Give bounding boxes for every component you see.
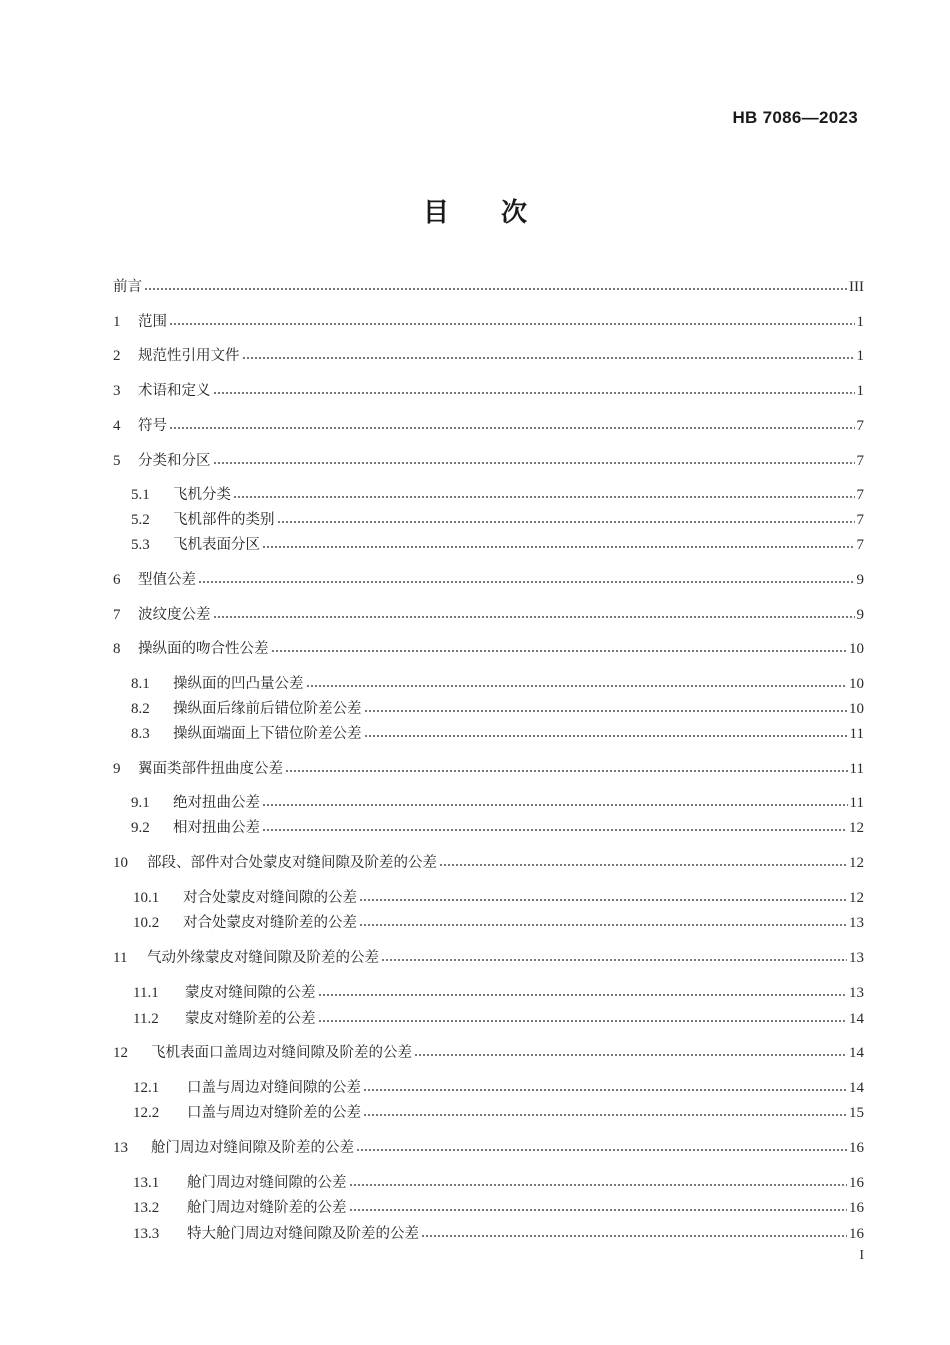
toc-entry[interactable] <box>113 277 864 297</box>
toc-entry-page: 14 <box>849 1080 864 1096</box>
toc-entry[interactable] <box>113 570 864 590</box>
toc-entry-number: 6 <box>113 572 121 588</box>
toc-entry-page: 16 <box>849 1140 864 1156</box>
dot-leader <box>421 1235 847 1237</box>
toc-entry-page: 12 <box>849 890 864 906</box>
toc-entry-number: 10.2 <box>133 915 160 931</box>
toc-entry[interactable] <box>113 416 864 436</box>
dot-leader <box>169 427 855 429</box>
dot-leader <box>213 616 855 618</box>
toc-subentry[interactable] <box>133 1224 864 1244</box>
toc-subentry[interactable] <box>133 1009 864 1029</box>
toc-entry-page: 1 <box>856 314 864 330</box>
toc-entry-label: 操纵面的凹凸量公差 <box>173 676 304 692</box>
toc-entry-label: 特大舱门周边对缝间隙及阶差的公差 <box>187 1226 419 1242</box>
dot-leader <box>262 829 847 831</box>
dot-leader <box>213 392 855 394</box>
toc-entry-label: 部段、部件对合处蒙皮对缝间隙及阶差的公差 <box>147 855 437 871</box>
toc-entry-page: 7 <box>856 487 864 503</box>
toc-entry-number: 2 <box>113 348 121 364</box>
toc-entry-number: 13.2 <box>133 1200 160 1216</box>
toc-entry-number: 12 <box>113 1045 128 1061</box>
dot-leader <box>363 1114 847 1116</box>
toc-entry-page: 13 <box>849 915 864 931</box>
toc-entry[interactable] <box>113 605 864 625</box>
toc-subentry[interactable] <box>133 1078 864 1098</box>
toc-entry[interactable] <box>113 853 864 873</box>
toc-entry[interactable] <box>113 639 864 659</box>
toc-subentry[interactable] <box>133 888 864 908</box>
toc-entry-number: 4 <box>113 418 121 434</box>
toc-entry-label: 相对扭曲公差 <box>173 820 260 836</box>
toc-entry-label: 操纵面端面上下错位阶差公差 <box>173 726 362 742</box>
toc-entry-number: 8 <box>113 641 121 657</box>
toc-subentry[interactable] <box>131 485 864 505</box>
toc-entry-page: 14 <box>849 1045 864 1061</box>
toc-entry-number: 13 <box>113 1140 128 1156</box>
toc-entry-page: 1 <box>856 348 864 364</box>
dot-leader <box>318 1020 848 1022</box>
toc-subentry[interactable] <box>133 1103 864 1123</box>
toc-entry-label: 口盖与周边对缝间隙的公差 <box>187 1080 361 1096</box>
toc-entry-number: 10 <box>113 855 128 871</box>
page-title: 目次 <box>422 198 579 228</box>
toc-entry[interactable] <box>113 759 864 779</box>
toc-entry-number: 5.1 <box>131 487 150 503</box>
dot-leader <box>144 288 847 290</box>
toc-entry-number: 13.1 <box>133 1175 160 1191</box>
toc-entry-number: 8.2 <box>131 701 150 717</box>
toc-entry-page: 7 <box>856 512 864 528</box>
toc-entry-number: 13.3 <box>133 1226 160 1242</box>
toc-entry-label: 翼面类部件扭曲度公差 <box>138 761 283 777</box>
dot-leader <box>359 899 847 901</box>
dot-leader <box>349 1209 848 1211</box>
toc-entry-label: 操纵面的吻合性公差 <box>138 641 269 657</box>
toc-entry-label: 口盖与周边对缝阶差的公差 <box>187 1105 361 1121</box>
toc-entry-number: 1 <box>113 314 121 330</box>
dot-leader <box>262 546 855 548</box>
toc-entry-number: 9.1 <box>131 795 150 811</box>
toc-entry-label: 符号 <box>138 418 167 434</box>
toc-entry-number: 8.3 <box>131 726 150 742</box>
toc-entry-page: 12 <box>849 820 864 836</box>
toc-entry-label: 舱门周边对缝间隙及阶差的公差 <box>151 1140 354 1156</box>
toc-entry-label: 蒙皮对缝阶差的公差 <box>185 1011 316 1027</box>
toc-entry-number: 5.3 <box>131 537 150 553</box>
dot-leader <box>381 959 847 961</box>
toc-subentry[interactable] <box>133 913 864 933</box>
toc-subentry[interactable] <box>131 724 864 744</box>
toc-entry-label: 飞机表面分区 <box>173 537 260 553</box>
toc-entry-number: 12.2 <box>133 1105 160 1121</box>
dot-leader <box>359 924 847 926</box>
toc-entry-number: 11.1 <box>133 985 159 1001</box>
toc-entry-number: 11.2 <box>133 1011 159 1027</box>
toc-entry-label: 操纵面后缘前后错位阶差公差 <box>173 701 362 717</box>
toc-entry-page: 7 <box>856 418 864 434</box>
dot-leader <box>242 357 855 359</box>
toc-entry-label: 分类和分区 <box>138 453 211 469</box>
toc-subentry[interactable] <box>131 510 864 530</box>
toc-entry-number: 9 <box>113 761 121 777</box>
toc-entry-page: 7 <box>856 537 864 553</box>
toc-entry-page: 10 <box>849 701 864 717</box>
toc-subentry[interactable] <box>131 818 864 838</box>
toc-entry-page: 16 <box>849 1175 864 1191</box>
toc-entry-number: 3 <box>113 383 121 399</box>
toc-entry-page: 15 <box>849 1105 864 1121</box>
toc-entry-page: 13 <box>849 950 864 966</box>
toc-entry-number: 5.2 <box>131 512 150 528</box>
toc-subentry[interactable] <box>131 699 864 719</box>
dot-leader <box>364 735 848 737</box>
toc-entry[interactable] <box>113 1138 864 1158</box>
dot-leader <box>439 864 847 866</box>
toc-entry-page: 16 <box>849 1226 864 1242</box>
toc-entry-number: 7 <box>113 607 121 623</box>
dot-leader <box>364 710 848 712</box>
toc-entry[interactable] <box>113 346 864 366</box>
dot-leader <box>318 994 848 996</box>
dot-leader <box>349 1184 848 1186</box>
toc-entry[interactable] <box>113 948 864 968</box>
toc-entry-label: 范围 <box>138 314 167 330</box>
toc-entry-page: 9 <box>856 607 864 623</box>
toc-subentry[interactable] <box>131 793 864 813</box>
toc-entry-label: 舱门周边对缝阶差的公差 <box>187 1200 347 1216</box>
toc-subentry[interactable] <box>131 535 864 555</box>
toc-entry-number: 10.1 <box>133 890 160 906</box>
toc-entry-page: 11 <box>849 795 864 811</box>
toc-entry[interactable] <box>113 451 864 471</box>
toc-entry-page: 11 <box>849 726 864 742</box>
toc-entry-page: 9 <box>856 572 864 588</box>
dot-leader <box>285 770 848 772</box>
toc-entry-label: 气动外缘蒙皮对缝间隙及阶差的公差 <box>147 950 379 966</box>
toc-entry-label: 规范性引用文件 <box>138 348 240 364</box>
toc-entry-number: 8.1 <box>131 676 150 692</box>
toc-subentry[interactable] <box>131 674 864 694</box>
dot-leader <box>213 462 855 464</box>
toc-subentry[interactable] <box>133 983 864 1003</box>
page-number: I <box>859 1248 864 1263</box>
dot-leader <box>233 496 855 498</box>
dot-leader <box>414 1054 847 1056</box>
document-number: HB 7086—2023 <box>732 108 858 127</box>
toc-entry[interactable] <box>113 1043 864 1063</box>
toc-entry-number: 9.2 <box>131 820 150 836</box>
toc-entry-number: 5 <box>113 453 121 469</box>
toc-entry-number: 12.1 <box>133 1080 160 1096</box>
toc-entry-page: 12 <box>849 855 864 871</box>
toc-entry-label: 型值公差 <box>138 572 196 588</box>
toc-subentry[interactable] <box>133 1198 864 1218</box>
toc-entry-label: 对合处蒙皮对缝间隙的公差 <box>183 890 357 906</box>
toc-entry-label: 术语和定义 <box>138 383 211 399</box>
dot-leader <box>356 1149 847 1151</box>
toc-entry-label: 蒙皮对缝间隙的公差 <box>185 985 316 1001</box>
dot-leader <box>277 521 855 523</box>
toc-entry-label: 前言 <box>113 279 142 295</box>
dot-leader <box>198 581 855 583</box>
toc-entry-label: 波纹度公差 <box>138 607 211 623</box>
toc-entry-page: 16 <box>849 1200 864 1216</box>
toc-entry-page: 10 <box>849 641 864 657</box>
toc-subentry[interactable] <box>133 1173 864 1193</box>
toc-entry-page: 14 <box>849 1011 864 1027</box>
toc-entry-label: 绝对扭曲公差 <box>173 795 260 811</box>
toc-entry-page: 7 <box>856 453 864 469</box>
dot-leader <box>363 1089 847 1091</box>
toc-entry[interactable] <box>113 312 864 332</box>
toc-entry-label: 飞机分类 <box>173 487 231 503</box>
toc-entry[interactable] <box>113 381 864 401</box>
toc-entry-label: 舱门周边对缝间隙的公差 <box>187 1175 347 1191</box>
dot-leader <box>169 323 855 325</box>
toc-entry-page: 1 <box>856 383 864 399</box>
toc-entry-label: 飞机部件的类别 <box>173 512 275 528</box>
toc-entry-number: 11 <box>113 950 128 966</box>
toc-entry-page: 13 <box>849 985 864 1001</box>
toc-entry-page: III <box>849 279 864 295</box>
toc-entry-label: 对合处蒙皮对缝阶差的公差 <box>183 915 357 931</box>
toc-entry-page: 11 <box>849 761 864 777</box>
toc-entry-page: 10 <box>849 676 864 692</box>
dot-leader <box>262 804 848 806</box>
dot-leader <box>306 685 848 687</box>
toc-entry-label: 飞机表面口盖周边对缝间隙及阶差的公差 <box>151 1045 412 1061</box>
dot-leader <box>271 650 848 652</box>
